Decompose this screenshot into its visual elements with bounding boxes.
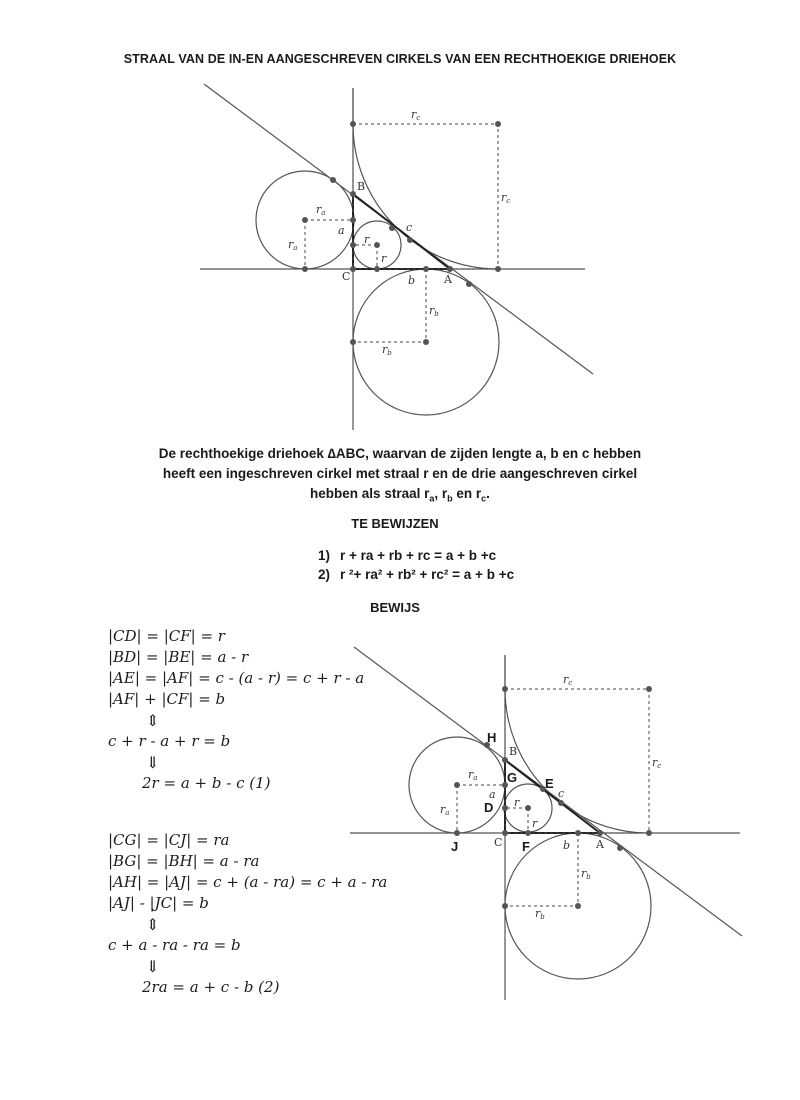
point xyxy=(646,686,652,692)
point xyxy=(525,830,531,836)
point xyxy=(558,800,564,806)
proof-line: |BG| = |BH| = a - ra xyxy=(108,852,260,870)
label-rc-vertical: rc xyxy=(501,191,511,205)
formula-2: 2) r ²+ ra² + rb² + rc² = a + b +c xyxy=(318,567,515,582)
point xyxy=(502,903,508,909)
proof-line: c + r - a + r = b xyxy=(108,732,231,750)
equivalence-arrow: ⇕ xyxy=(146,711,160,730)
label-r-vertical: r xyxy=(532,817,538,830)
label-E: E xyxy=(545,776,554,791)
label-rc-vertical: rc xyxy=(652,756,662,770)
label-rc-horizontal: rc xyxy=(411,108,421,122)
proof-line: |AH| = |AJ| = c + (a - ra) = c + a - ra xyxy=(108,873,388,891)
proof-line: |AE| = |AF| = c - (a - r) = c + r - a xyxy=(108,669,365,687)
label-A: A xyxy=(596,838,604,851)
formula-1: 1) r + ra + rb + rc = a + b +c xyxy=(318,548,497,563)
point xyxy=(502,830,508,836)
te-bewijzen-heading: TE BEWIJZEN xyxy=(351,516,439,531)
point xyxy=(502,805,508,811)
point xyxy=(646,830,652,836)
label-ra-horizontal: ra xyxy=(468,768,478,782)
description-line-3: hebben als straal $r_a$, $r_b$ en $r_c$. xyxy=(310,486,490,504)
point xyxy=(617,845,623,851)
point xyxy=(575,903,581,909)
rc-dashed-square xyxy=(505,689,649,833)
label-A: A xyxy=(444,273,452,286)
point xyxy=(575,830,581,836)
label-H: H xyxy=(487,730,497,745)
point xyxy=(454,830,460,836)
label-rc-horizontal: rc xyxy=(563,673,573,687)
label-ra-vertical: ra xyxy=(440,803,450,817)
proof-line: |AJ| - |JC| = b xyxy=(108,894,209,912)
point xyxy=(502,757,508,763)
label-ra-horizontal: ra xyxy=(316,203,326,217)
implication-arrow: ⇓ xyxy=(146,753,160,772)
label-side-a: a xyxy=(489,788,496,801)
description-line-2: heeft een ingeschreven cirkel met straal r en de drie aangeschreven cirkel xyxy=(162,466,638,481)
point xyxy=(525,805,531,811)
label-r-horizontal: r xyxy=(514,796,520,809)
proof-line: |BD| = |BE| = a - r xyxy=(108,648,249,666)
label-r-horizontal: r xyxy=(364,233,370,246)
bewijs-heading: BEWIJS xyxy=(370,600,420,615)
page-title: STRAAL VAN DE IN-EN AANGESCHREVEN CIRKELS VAN EEN RECHTHOEKIGE DRIEHOEK xyxy=(123,52,677,66)
implication-arrow: ⇓ xyxy=(146,957,160,976)
label-side-a: a xyxy=(338,224,345,237)
point xyxy=(502,686,508,692)
label-ra-vertical: ra xyxy=(288,238,298,252)
label-B: B xyxy=(357,180,366,193)
label-side-b: b xyxy=(563,839,571,852)
point xyxy=(454,782,460,788)
point xyxy=(597,830,603,836)
proof-line: |AF| + |CF| = b xyxy=(108,690,226,708)
proof-result-1: 2r = a + b - c (1) xyxy=(142,774,271,792)
proof-line: |CG| = |CJ| = ra xyxy=(108,831,230,849)
proof-result-2: 2ra = a + c - b (2) xyxy=(142,978,280,996)
ra-dashed-radii xyxy=(457,785,505,833)
equivalence-arrow: ⇕ xyxy=(146,915,160,934)
label-rb-horizontal: rb xyxy=(382,343,392,357)
label-G: G xyxy=(507,770,518,785)
proof-line: c + a - ra - ra = b xyxy=(108,936,241,954)
label-side-c: c xyxy=(406,221,413,234)
label-rb-vertical: rb xyxy=(429,304,439,318)
label-rb-vertical: rb xyxy=(581,867,591,881)
label-J: J xyxy=(451,839,459,854)
label-F: F xyxy=(522,839,530,854)
label-r-vertical: r xyxy=(381,252,387,265)
label-side-c: c xyxy=(558,787,565,800)
label-C: C xyxy=(494,836,503,849)
label-D: D xyxy=(484,800,494,815)
label-rb-horizontal: rb xyxy=(535,907,545,921)
label-B: B xyxy=(509,745,518,758)
proof-line: |CD| = |CF| = r xyxy=(108,627,225,645)
label-side-b: b xyxy=(408,274,416,287)
description-line-1: De rechthoekige driehoek ∆ABC, waarvan de zijden lengte a, b en c hebben xyxy=(158,446,642,461)
label-C: C xyxy=(342,270,351,283)
